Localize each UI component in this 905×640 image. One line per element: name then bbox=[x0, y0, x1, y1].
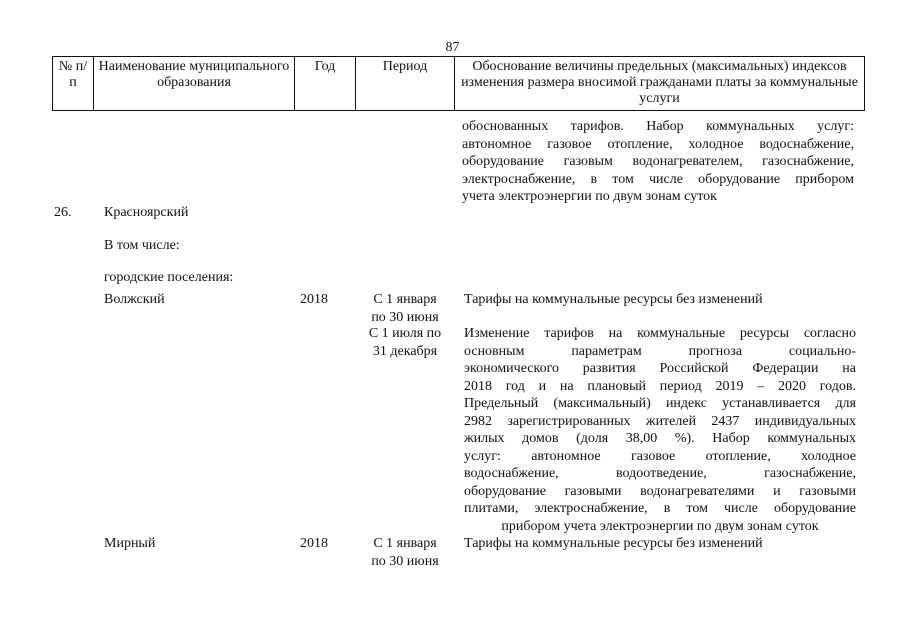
continuation-line: оборудование газовым водонагревателем, газоснабжение, bbox=[462, 154, 854, 169]
period-line: по 30 июня bbox=[371, 309, 439, 325]
basis-line: Предельный (максимальный) индекс устанавливается для bbox=[464, 396, 856, 411]
mirny-name: Мирный bbox=[104, 536, 156, 551]
entry-name: Красноярский bbox=[104, 205, 189, 220]
basis-line: Изменение тарифов на коммунальные ресурсы согласно bbox=[464, 326, 856, 341]
volzhsky-period-1 bbox=[362, 291, 448, 326]
header-number: № п/п bbox=[53, 57, 94, 111]
mirny-year: 2018 bbox=[300, 536, 328, 551]
basis-line: оборудование газовыми водонагревателями и газовыми bbox=[464, 483, 856, 499]
basis-line: экономического развития Российской Федерации на bbox=[464, 361, 856, 376]
page-number: 87 bbox=[445, 40, 460, 55]
header-period: Период bbox=[356, 57, 455, 111]
entry-number: 26. bbox=[54, 205, 72, 220]
header-municipality: Наименование муниципального образования bbox=[94, 57, 295, 111]
header-basis: Обоснование величины предельных (максимальных) индексов изменения размера вносимой гражданами платы за коммунальные услуги bbox=[455, 57, 865, 111]
volzhsky-period-2 bbox=[362, 325, 448, 360]
continuation-text bbox=[462, 118, 854, 206]
basis-line: жилых домов (доля 38,00 %). Набор коммунальных bbox=[464, 431, 856, 446]
basis-line: основным параметрам прогноза социально- bbox=[464, 343, 856, 359]
continuation-line: автономное газовое отопление, холодное водоснабжение, bbox=[462, 136, 854, 152]
basis-line: водоснабжение, водоотведение, газоснабжение, bbox=[464, 466, 856, 481]
urban-label: городские поселения: bbox=[104, 270, 234, 285]
volzhsky-name: Волжский bbox=[104, 292, 165, 307]
mirny-period-1 bbox=[362, 535, 448, 570]
basis-line: 2982 зарегистрированных жителей 2437 индивидуальных bbox=[464, 413, 856, 429]
volzhsky-year: 2018 bbox=[300, 292, 328, 307]
basis-line: 2018 год и на плановый период 2019 – 2020 годов. bbox=[464, 378, 856, 394]
basis-line: прибором учета электроэнергии по двум зонам суток bbox=[501, 518, 819, 534]
header-year: Год bbox=[295, 57, 356, 111]
basis-line: услуг: автономное газовое отопление, холодное bbox=[464, 448, 856, 464]
volzhsky-basis-2 bbox=[464, 325, 856, 535]
table-header bbox=[52, 56, 865, 111]
period-line: 31 декабря bbox=[372, 343, 438, 359]
continuation-line: электроснабжение, в том числе оборудование прибором bbox=[462, 171, 854, 187]
period-line: С 1 января bbox=[373, 536, 437, 551]
period-line: С 1 января bbox=[373, 292, 437, 307]
continuation-line: обоснованных тарифов. Набор коммунальных услуг: bbox=[462, 119, 854, 134]
period-line: по 30 июня bbox=[371, 553, 439, 569]
continuation-line: учета электроэнергии по двум зонам суток bbox=[462, 189, 717, 204]
mirny-basis-1: Тарифы на коммунальные ресурсы без изменений bbox=[464, 536, 763, 551]
basis-line: плитами, электроснабжение, в том числе оборудование bbox=[464, 501, 856, 516]
period-line: С 1 июля по bbox=[368, 326, 442, 341]
including-label: В том числе: bbox=[104, 238, 180, 253]
volzhsky-basis-1: Тарифы на коммунальные ресурсы без изменений bbox=[464, 292, 763, 307]
